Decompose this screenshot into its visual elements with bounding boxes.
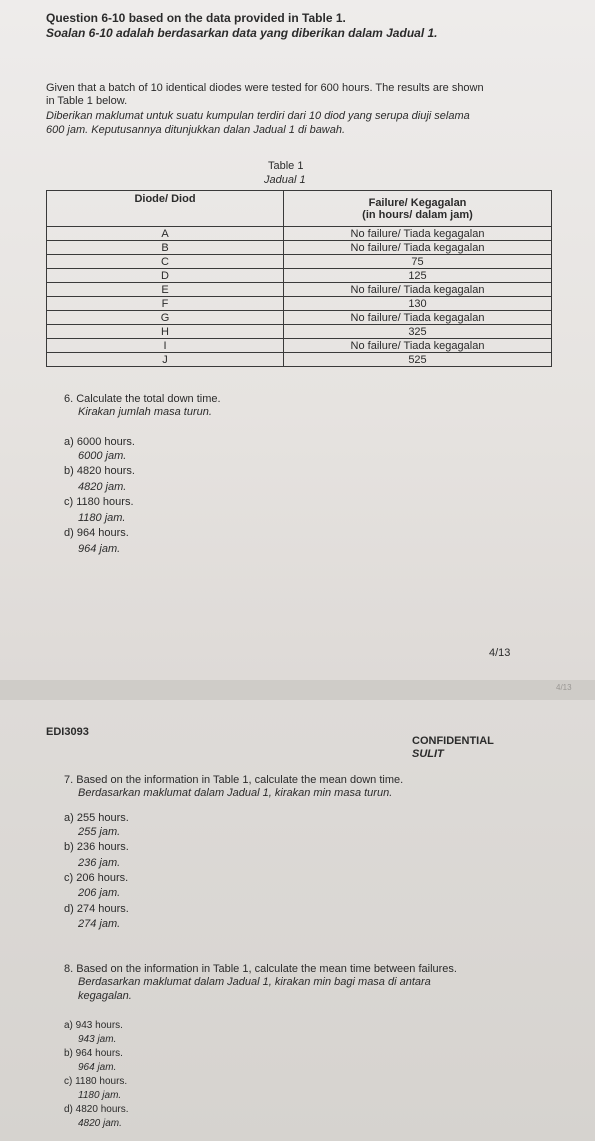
q7-question-malay: Berdasarkan maklumat dalam Jadual 1, kirakan min masa turun. [78,787,393,799]
header-failure [284,191,552,227]
q6-option-a: a) 6000 hours. [64,436,135,448]
q7-option-d-malay: 274 jam. [78,918,121,930]
course-code: EDI3093 [46,726,89,738]
q6-option-c: c) 1180 hours. [64,496,134,508]
cell-diode: F [47,297,284,311]
question-set-title-malay: Soalan 6-10 adalah berdasarkan data yang diberikan dalam Jadual 1. [46,26,438,40]
intro-malay-line-1: Diberikan maklumat untuk suatu kumpulan terdiri dari 10 diod yang serupa diuji selama [46,110,470,122]
q8-option-b: b) 964 hours. [64,1048,123,1059]
cell-failure: 525 [284,353,552,367]
q7-option-c: c) 206 hours. [64,872,129,884]
q7-option-d: d) 274 hours. [64,903,129,915]
table-row [47,339,552,353]
q6-option-a-malay: 6000 jam. [78,450,127,462]
header-failure-line-1: Failure/ Kegagalan [368,196,467,209]
q8-option-c-malay: 1180 jam. [78,1090,122,1101]
q6-option-c-malay: 1180 jam. [78,512,126,524]
table-header-row [47,191,552,227]
cell-failure: No failure/ Tiada kegagalan [284,311,552,325]
diode-failure-table [46,190,552,367]
q8-option-d-malay: 4820 jam. [78,1118,122,1129]
page-gap [0,680,595,700]
cell-diode: G [47,311,284,325]
page-number-small: 4/13 [556,683,572,692]
q6-question: 6. Calculate the total down time. [64,393,221,405]
q7-option-b-malay: 236 jam. [78,857,121,869]
table-row [47,255,552,269]
table-row [47,283,552,297]
q8-option-b-malay: 964 jam. [78,1062,117,1073]
q7-option-c-malay: 206 jam. [78,887,121,899]
intro-line-1: Given that a batch of 10 identical diodes were tested for 600 hours. The results are shown [46,82,484,94]
cell-diode: H [47,325,284,339]
q6-option-d: d) 964 hours. [64,527,129,539]
intro-line-2: in Table 1 below. [46,95,128,107]
cell-diode: D [47,269,284,283]
q8-option-a-malay: 943 jam. [78,1034,117,1045]
q8-option-c: c) 1180 hours. [64,1076,128,1087]
table-row [47,297,552,311]
table-row [47,311,552,325]
q8-option-a: a) 943 hours. [64,1020,123,1031]
table-row [47,269,552,283]
q6-question-malay: Kirakan jumlah masa turun. [78,406,212,418]
table-row [47,241,552,255]
q8-question-malay-line-2: kegagalan. [78,990,132,1002]
table-row [47,325,552,339]
cell-failure: 125 [284,269,552,283]
table-row [47,353,552,367]
q8-question: 8. Based on the information in Table 1, calculate the mean time between failures. [64,963,457,975]
intro-malay-line-2: 600 jam. Keputusannya ditunjukkan dalan Jadual 1 di bawah. [46,124,346,136]
cell-failure: No failure/ Tiada kegagalan [284,241,552,255]
cell-failure: 130 [284,297,552,311]
cell-failure: No failure/ Tiada kegagalan [284,283,552,297]
confidential-label: CONFIDENTIAL [412,735,494,747]
header-diode: Diode/ Diod [47,191,284,227]
q7-option-a-malay: 255 jam. [78,826,121,838]
cell-failure: No failure/ Tiada kegagalan [284,227,552,241]
table-row [47,227,552,241]
q7-option-a: a) 255 hours. [64,812,129,824]
sulit-label: SULIT [412,748,444,760]
cell-diode: J [47,353,284,367]
question-set-title: Question 6-10 based on the data provided in Table 1. [46,11,346,25]
table-caption-malay: Jadual 1 [264,174,306,186]
cell-failure: 325 [284,325,552,339]
cell-diode: I [47,339,284,353]
header-failure-line-2: (in hours/ dalam jam) [362,208,473,221]
page-number: 4/13 [489,647,511,659]
q7-option-b: b) 236 hours. [64,841,129,853]
cell-failure: No failure/ Tiada kegagalan [284,339,552,353]
cell-diode: C [47,255,284,269]
q8-option-d: d) 4820 hours. [64,1104,129,1115]
q6-option-b-malay: 4820 jam. [78,481,127,493]
cell-diode: E [47,283,284,297]
q8-question-malay-line-1: Berdasarkan maklumat dalam Jadual 1, kirakan min bagi masa di antara [78,976,431,988]
table-caption: Table 1 [268,160,304,172]
q6-option-b: b) 4820 hours. [64,465,135,477]
q7-question: 7. Based on the information in Table 1, calculate the mean down time. [64,774,404,786]
cell-diode: A [47,227,284,241]
q6-option-d-malay: 964 jam. [78,543,121,555]
cell-diode: B [47,241,284,255]
cell-failure: 75 [284,255,552,269]
